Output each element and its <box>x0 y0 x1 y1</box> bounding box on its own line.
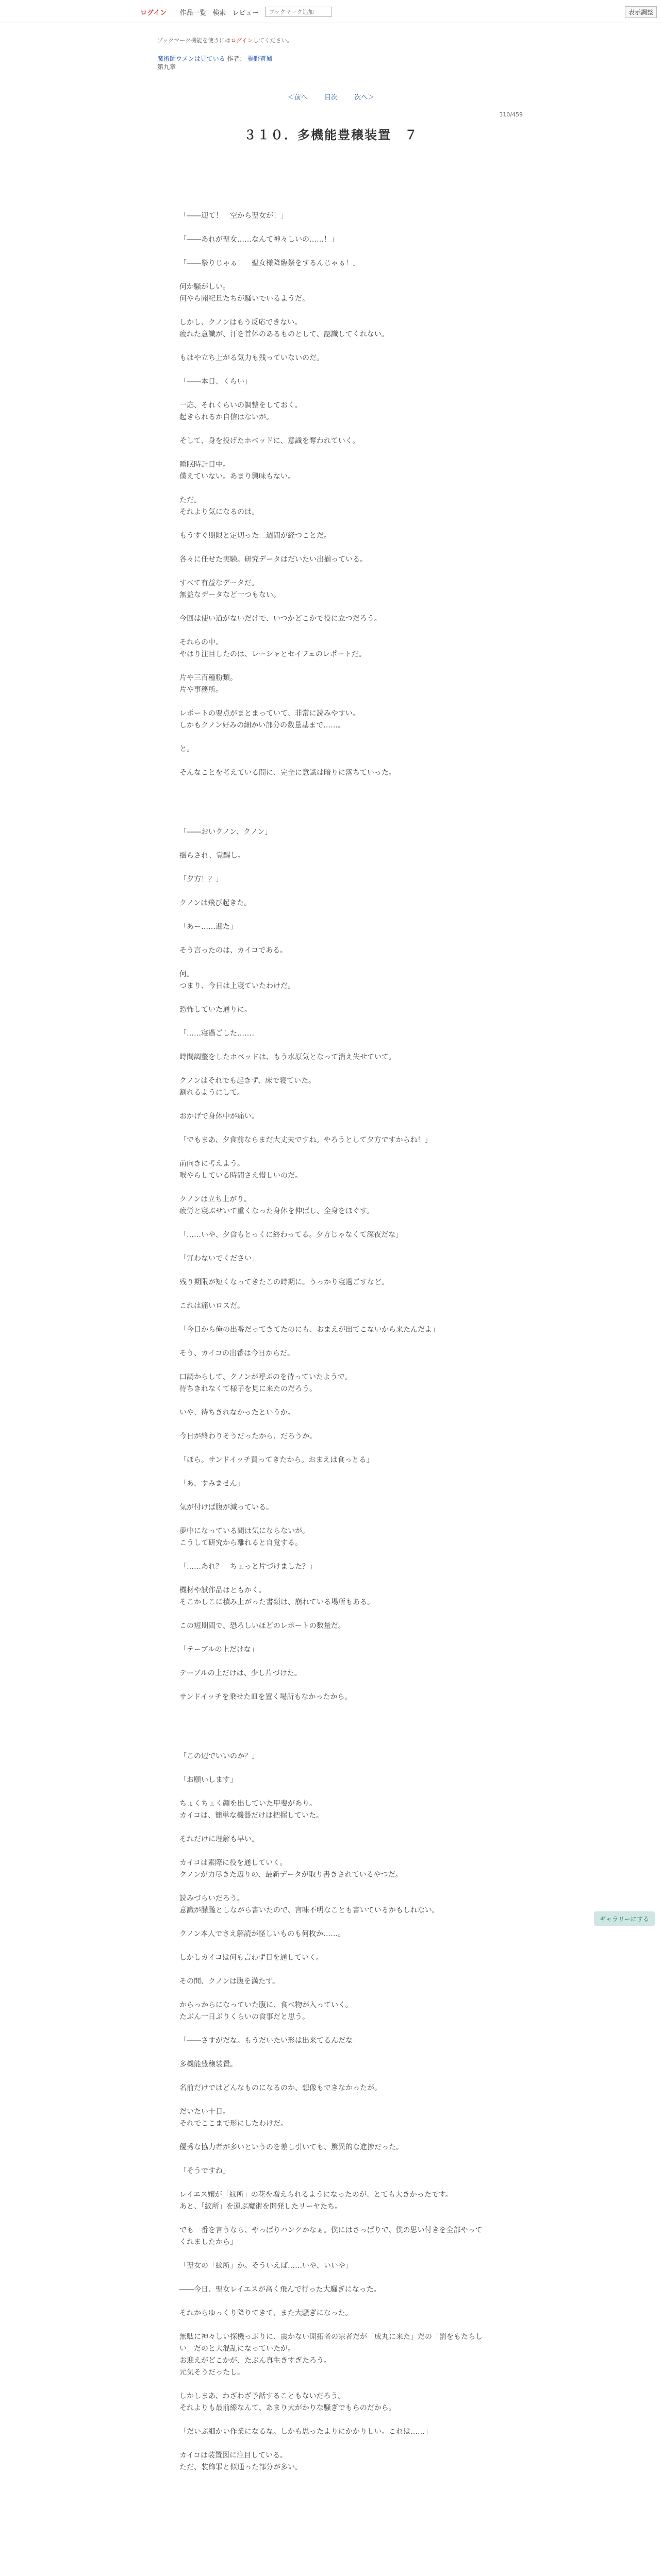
body-line: それからゆっくり降りてきて、また大騒ぎになった。 <box>179 2309 353 2317</box>
search-link[interactable]: 検索 <box>212 9 226 17</box>
top-nav-items <box>140 6 332 18</box>
review-link[interactable]: レビュー <box>232 9 259 17</box>
blank-line <box>179 625 489 637</box>
blank-line <box>179 423 489 435</box>
body-line: クノンは飛び起きた。 <box>179 899 252 907</box>
body-line: 残り期限が短くなってきたこの時期に。うっかり寝過ごすなど。 <box>179 1278 389 1286</box>
body-line: 「でもまあ、夕食前ならまだ大丈夫ですね。やろうとして夕方ですからね！」 <box>179 1136 432 1144</box>
blank-line <box>179 909 489 921</box>
blank-line <box>179 862 489 874</box>
blank-line <box>179 660 489 672</box>
blank-line <box>179 696 489 708</box>
body-line: ちょくちょく顔を出していた甲斐があり。 <box>179 1800 317 1808</box>
body-line: やはり注目したのは、レーシャとセイフェのレポートだ。 <box>179 650 366 658</box>
blank-line <box>179 1845 489 1857</box>
blank-line <box>179 2047 489 2059</box>
blank-line <box>179 1099 489 1111</box>
novel-title-link[interactable]: 魔術師ウメンは見ている <box>157 55 225 62</box>
body-line: いや、待ちきれなかったというか。 <box>179 1409 295 1417</box>
blank-line <box>179 222 489 234</box>
body-line: 夢中になっている間は気にならないが。 <box>179 1527 309 1535</box>
blank-line <box>179 1336 489 1348</box>
body-line: 何か騒がしい。 <box>179 283 230 291</box>
body-line: しかしカイコは何も言わず目を通していく。 <box>179 1954 323 1962</box>
body-line: 何。 <box>179 970 194 978</box>
body-line: 多機能豊穣装置。 <box>179 2060 237 2069</box>
body-line: と。 <box>179 745 194 753</box>
blank-line <box>179 1881 489 1893</box>
body-line: おかげで身体中が痛い。 <box>179 1112 259 1121</box>
body-line: 「……いや、夕食もとっくに終わってる。夕方じゃなくて深夜だな」 <box>179 1231 403 1239</box>
body-line: クノンはそれでも起きず、床で寝ていた。 <box>179 1077 316 1085</box>
bookmark-add-input[interactable] <box>265 7 332 17</box>
body-line: サンドイッチを乗せた皿を置く場所もなかったから。 <box>179 1693 352 1701</box>
body-line: もはや立ち上がる気力も残っていないのだ。 <box>179 354 324 362</box>
body-line: 「――あれが聖女……なんて神々しいの……！」 <box>179 235 338 244</box>
table-of-contents-link[interactable]: 目次 <box>324 94 338 101</box>
blank-line <box>179 886 489 897</box>
blank-line <box>179 364 489 376</box>
blank-line <box>179 803 489 815</box>
body-line: そんなことを考えている間に、完全に意識は暗りに落ちていった。 <box>179 769 396 777</box>
body-line: 片や事務所。 <box>179 686 223 694</box>
blank-line <box>179 933 489 945</box>
body-line: そこかしこに積み上がった書類は、崩れている場所もある。 <box>179 1598 374 1606</box>
blank-line <box>179 2071 489 2082</box>
blank-line <box>179 957 489 969</box>
page-number: 310/459 <box>499 111 523 118</box>
body-line: すべて有益なデータだ。 <box>179 579 259 587</box>
body-line: たぶん一日ぶりくらいの食事だと思う。 <box>179 2013 309 2021</box>
body-line: 「――さすがだな。もうだいたい形は出来てるんだな」 <box>179 2037 360 2045</box>
body-line: 意識が朦朧としながら書いたので、言味不明なことも書いているかもしれない。 <box>179 1906 439 1914</box>
blank-line <box>179 2414 489 2426</box>
blank-line <box>179 269 489 281</box>
body-line: 気が付けば腹が減っている。 <box>179 1503 273 1512</box>
body-line: 無益なデータなど一つもない。 <box>179 591 280 599</box>
blank-line <box>179 2177 489 2189</box>
blank-line <box>179 518 489 530</box>
blank-line <box>179 838 489 850</box>
body-line: 割れるようにして。 <box>179 1089 244 1097</box>
blank-line <box>179 1632 489 1644</box>
body-line: ――今日、聖女レイエスが高く飛んで行った大騒ぎになった。 <box>179 2285 381 2294</box>
blank-line <box>179 1715 489 1727</box>
body-line: つまり、今日は上寝ていたわけだ。 <box>179 982 295 990</box>
chapter-body <box>179 210 489 2473</box>
bookmark-login-notice <box>157 36 293 44</box>
body-line: 読みづらいだろう。 <box>179 1894 244 1903</box>
blank-line <box>179 1822 489 1834</box>
blank-line <box>179 1419 489 1431</box>
body-line: ただ。 <box>179 496 201 504</box>
body-line: しかし、クノンはもう反応できない。 <box>179 318 302 327</box>
login-link[interactable]: ログイン <box>140 9 167 17</box>
body-line: でも一番を言うなら、やっぱりハンクかなぁ。僕にはさっぱりで、僕の思い付きを全部やってくれましたから」 <box>179 2226 483 2246</box>
body-line: レポートの要点がまとまっていて、非常に読みやすい。 <box>179 709 360 718</box>
body-line: お迎えがどこかが、たぶん真生きすぎたろう。 <box>179 2357 331 2365</box>
prev-chapter-link[interactable]: ＜前へ <box>287 94 308 101</box>
blank-line <box>179 1964 489 1976</box>
body-line: その間、クノンは腹を満たす。 <box>179 1977 280 1986</box>
blank-line <box>179 246 489 258</box>
blank-line <box>179 483 489 495</box>
blank-line <box>179 1703 489 1715</box>
blank-line <box>179 1360 489 1371</box>
body-line: 今日が終わりそうだったから、だろうか。 <box>179 1432 317 1440</box>
body-line: 「夕方！？」 <box>179 875 223 884</box>
blank-line <box>179 1656 489 1668</box>
blank-line <box>179 341 489 352</box>
body-line: 疲労と寝ぶせいて重くなった身体を伸ばし、全身をほぐす。 <box>179 1207 374 1215</box>
body-line: 「冗わないでください」 <box>179 1255 259 1263</box>
blank-line <box>179 791 489 803</box>
blank-line <box>179 1016 489 1028</box>
novel-meta <box>157 55 272 71</box>
chapter-group-label: 第九章 <box>157 63 176 71</box>
blank-line <box>179 1917 489 1928</box>
blank-line <box>179 1739 489 1751</box>
body-line: クノンが力尽きた辺りの、最新データが取り書きされているやつだ。 <box>179 1871 403 1879</box>
body-line: 喉やらしている時間さえ惜しいのだ。 <box>179 1172 302 1180</box>
body-line: そして、身を投げたホベッドに、意識を奪われていく。 <box>179 437 360 445</box>
body-line: 「聖女の「紋所」か。そういえば……いや、いいや」 <box>179 2262 353 2270</box>
body-line: 「……寝過ごした……」 <box>179 1029 259 1038</box>
body-line: それだけに理解も早い。 <box>179 1835 259 1843</box>
body-line: 「そうですね」 <box>179 2167 230 2175</box>
blank-line <box>179 1123 489 1134</box>
blank-line <box>179 2319 489 2331</box>
blank-line <box>179 1443 489 1454</box>
blank-line <box>179 1573 489 1585</box>
body-line: 何やら聞紀旦たちが騒いでいるようだ。 <box>179 295 309 303</box>
body-line: カイコは素際に役を通していく。 <box>179 1859 287 1867</box>
blank-line <box>179 1490 489 1502</box>
author-label: 作者： <box>227 55 246 62</box>
body-line: だいたい十日。 <box>179 2108 230 2116</box>
blank-line <box>179 732 489 743</box>
body-line: クノンは立ち上がり。 <box>179 1195 252 1204</box>
notice-prefix: ブックマーク機能を使うには <box>157 37 231 44</box>
body-line: それらの中。 <box>179 638 223 647</box>
blank-line <box>179 779 489 791</box>
body-line: 「お願いします」 <box>179 1776 237 1784</box>
body-line: 起きられるか自信はないが。 <box>179 413 273 421</box>
body-line: 片や三百種粉類。 <box>179 674 237 682</box>
body-line: 優秀な協力者が多いというのを差し引いても、驚異的な進捗だった。 <box>179 2143 403 2151</box>
blank-line <box>179 2379 489 2391</box>
body-line: 今回は使い道がないだけで、いつかどこかで役に立つだろう。 <box>179 615 382 623</box>
display-settings-button[interactable]: 表示調整 <box>625 6 657 18</box>
blank-line <box>179 1182 489 1194</box>
body-line: 僕えていない。あまり興味もない。 <box>179 472 295 481</box>
blank-line <box>179 447 489 459</box>
body-line: 揺らされ、覚醒し。 <box>179 852 245 860</box>
blank-line <box>179 388 489 400</box>
body-line: 各々に任せた実験。研究データはだいたい出揃っている。 <box>179 555 367 564</box>
body-line: 「……あれ？ ちょっと片づけました？」 <box>179 1563 317 1571</box>
blank-line <box>179 1241 489 1253</box>
body-line: 「この辺でいいのか？」 <box>179 1752 259 1760</box>
blank-line <box>179 601 489 613</box>
blank-line <box>179 1312 489 1324</box>
blank-line <box>179 1762 489 1774</box>
body-line: あと、「紋所」を運ぶ魔術を開発したリーヤたち。 <box>179 2202 342 2211</box>
body-line: 恐怖していた通りに。 <box>179 1006 252 1014</box>
body-line: そう言ったのは、カイコである。 <box>179 946 288 955</box>
blank-line <box>179 2438 489 2450</box>
body-line: 無駄に神々しい探機っぷりに、震かない開拓者の宗者だが「成丸に来た」だの「罰をもたらしい」だのと大混乱になっていたが。 <box>179 2333 483 2353</box>
blank-line <box>179 2213 489 2225</box>
body-line: 名前だけではどんなものになるのか、想像もできなかったが。 <box>179 2084 382 2092</box>
blank-line <box>179 815 489 826</box>
blank-line <box>179 1063 489 1075</box>
body-line: 「――祭りじゃぁ！ 聖女様降臨祭をするんじゃぁ！」 <box>179 259 360 267</box>
notice-suffix: してください。 <box>253 37 293 44</box>
blank-line <box>179 1727 489 1739</box>
body-line: 口調からして、クノンが呼ぶのを待っていたようで。 <box>179 1373 352 1381</box>
body-line: そう、カイコの出番は今日からだ。 <box>179 1349 295 1358</box>
body-line: 睡眠時計目中。 <box>179 461 230 469</box>
blank-line <box>179 2272 489 2284</box>
top-nav-bar <box>0 0 662 23</box>
body-line: 機材や試作品はともかく。 <box>179 1586 266 1595</box>
body-line: しかしまあ、わざわざ予話することもないだろう。 <box>179 2392 345 2400</box>
blank-line <box>179 1289 489 1300</box>
body-line: 「――おいクノン、クノン」 <box>179 828 272 836</box>
notice-login-link[interactable]: ログイン <box>230 37 253 44</box>
next-chapter-link[interactable]: 次へ＞ <box>354 94 375 101</box>
body-line: それでここまで形にしたわけだ。 <box>179 2120 288 2128</box>
chapter-title: ３１０．多機能豊穣装置 ７ <box>244 128 418 142</box>
body-line: 「だいぶ細かい作業になるな。しかも思ったよりにかかりしい。これは……」 <box>179 2428 432 2436</box>
blank-line <box>179 1680 489 1691</box>
gallery-button[interactable]: ギャラリーにする <box>594 1911 655 1926</box>
blank-line <box>179 2130 489 2142</box>
body-line: しかもクノン好みの細かい部分の数量基まで……。 <box>179 721 345 730</box>
blank-line <box>179 305 489 317</box>
blank-line <box>179 2023 489 2035</box>
body-line: 「テーブルの上だけな」 <box>179 1646 258 1654</box>
body-line: 「あ、すみません」 <box>179 1480 244 1488</box>
blank-line <box>179 2094 489 2106</box>
blank-line <box>179 542 489 554</box>
body-line: 「今日から俺の出番だってきてたのにも、おまえが出てこないから来たんだよ」 <box>179 1326 439 1334</box>
blank-line <box>179 1940 489 1952</box>
body-line: 「――本日、くらい」 <box>179 378 252 386</box>
body-line: 一応、それくらいの調整をしておく。 <box>179 401 302 410</box>
body-line: からっからになっていた腹に、食べ物が入っていく。 <box>179 2001 353 2009</box>
blank-line <box>179 1514 489 1526</box>
body-line: 疲れた意識が、汗を首体のあるものとして、認識してくれない。 <box>179 330 389 338</box>
body-line: クノン本人でさえ解読が怪しいものも何枚か……。 <box>179 1930 345 1938</box>
blank-line <box>179 1265 489 1277</box>
blank-line <box>179 2296 489 2308</box>
body-line: ただ、装飾罪と似通った部分が多い。 <box>179 2463 302 2471</box>
blank-line <box>179 1608 489 1620</box>
body-line: 前向きに考えよう。 <box>179 1160 244 1168</box>
blank-line <box>179 1395 489 1407</box>
author-link[interactable]: 楊野蒼鳳 <box>247 55 273 62</box>
blank-line <box>179 992 489 1004</box>
body-line: 「あー……迎た」 <box>179 923 237 931</box>
body-line: テーブルの上だけは、少し片づけた。 <box>179 1669 302 1677</box>
blank-line <box>179 1217 489 1229</box>
body-line: カイコは装置図に注目している。 <box>179 2451 288 2460</box>
blank-line <box>179 1549 489 1561</box>
body-line: それよりも最前線なんて、あまり大がかりな騒ぎでもらのだから。 <box>179 2404 396 2412</box>
body-line: 元気そうだったし。 <box>179 2368 244 2377</box>
body-line: 時間調整をしたホベッドは、もう水原気となって消え失せていて。 <box>179 1053 396 1061</box>
body-line: こうして研究から離れると自覚する。 <box>179 1539 302 1547</box>
works-link[interactable]: 作品一覧 <box>179 9 207 17</box>
blank-line <box>179 2154 489 2165</box>
blank-line <box>179 566 489 578</box>
blank-line <box>179 755 489 767</box>
body-line: もうすぐ期限と定切った二週間が経つことだ。 <box>179 532 331 540</box>
body-line: これは痛いロスだ。 <box>179 1302 244 1310</box>
body-line: 待ちきれなくて様子を見に来たのだろう。 <box>179 1385 317 1393</box>
blank-line <box>179 1988 489 1999</box>
blank-line <box>179 2248 489 2260</box>
blank-line <box>179 1040 489 1052</box>
body-line: それより気になるのは。 <box>179 508 259 516</box>
blank-line <box>179 1786 489 1798</box>
blank-line <box>179 1146 489 1158</box>
body-line: この短期間で、恐ろしいほどのレポートの数量だ。 <box>179 1622 345 1630</box>
body-line: カイコは、簡単な機器だけは把握していた。 <box>179 1811 324 1820</box>
blank-line <box>179 1466 489 1478</box>
body-line: レイエス嬢が「紋所」の花を増えられるようになったのが、とても大きかったです。 <box>179 2191 453 2199</box>
body-line: 「ほら。サンドイッチ買ってきたから。おまえは食っとる」 <box>179 1456 374 1464</box>
body-line: 「――迎て！ 空から聖女が！」 <box>179 212 288 220</box>
chapter-pager <box>0 92 662 101</box>
